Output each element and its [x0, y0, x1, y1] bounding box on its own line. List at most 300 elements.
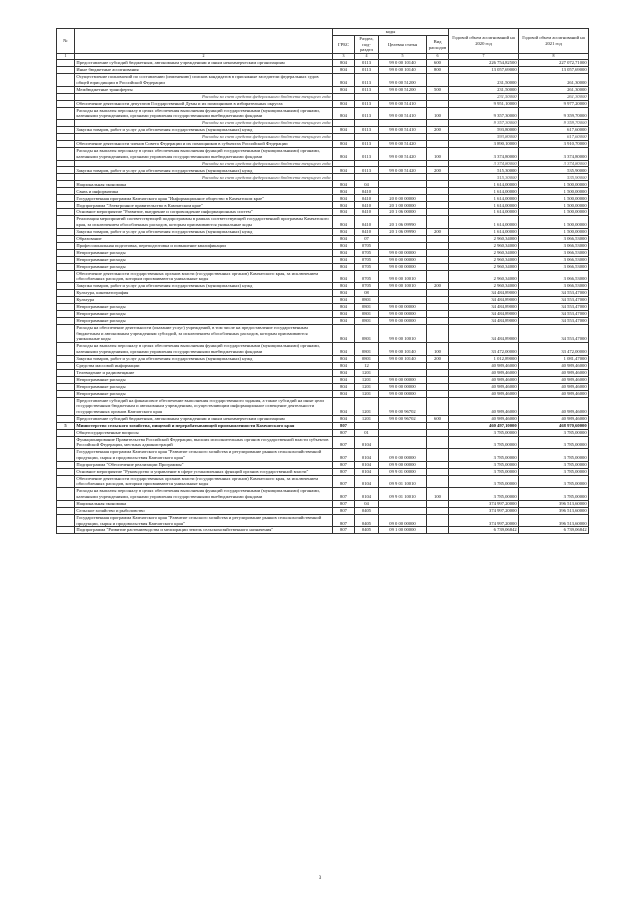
row-name: Расходы на выплаты персоналу в целях обеспечения выполнения функций государственными (муниципальными) органами, казенными учреждениями, органами управления государственными внебюджетными фондами: [75, 107, 333, 120]
amount-2021: 1 500,00000: [519, 195, 589, 202]
table-row: [57, 290, 589, 297]
row-number: 5: [57, 422, 75, 429]
section-code: 0410: [355, 188, 379, 195]
row-number: [57, 507, 75, 514]
row-number: [57, 195, 75, 202]
amount-2020: 1 012,89000: [449, 355, 519, 362]
grbs-code: 804: [333, 86, 355, 93]
row-name: Непрограммные расходы: [75, 383, 333, 390]
table-row: [57, 468, 589, 475]
table-row: [57, 318, 589, 325]
table-row: [57, 107, 589, 120]
amount-2020: 231,50000: [449, 93, 519, 100]
row-name: Профессиональная подготовка, переподготовка и повышение квалификации: [75, 242, 333, 249]
grbs-code: 804: [333, 228, 355, 235]
amount-2020: 33 472,00000: [449, 343, 519, 356]
target-code: 09 9 01 10010: [379, 475, 427, 488]
ministry-row: [57, 422, 589, 429]
row-name: Национальная экономика: [75, 500, 333, 507]
table-row: [57, 74, 589, 87]
amount-2020: 3 785,00000: [449, 449, 519, 462]
amount-2021: 34 553,47000: [519, 297, 589, 304]
row-name: Обеспечение деятельности депутатов Государственной Думы и их помощников в избирательных округах: [75, 100, 333, 107]
row-number: [57, 362, 75, 369]
row-number: [57, 429, 75, 436]
amount-2021: 3 910,70000: [519, 140, 589, 147]
grbs-code: 804: [333, 376, 355, 383]
expense-type-code: 200: [427, 127, 449, 134]
row-number: [57, 134, 75, 141]
table-row: [57, 195, 589, 202]
amount-2020: 40 989,46000: [449, 376, 519, 383]
section-code: 0113: [355, 67, 379, 74]
row-name: Закупка товаров, работ и услуг для обеспечения государственных (муниципальных) нужд: [75, 167, 333, 174]
row-number: [57, 235, 75, 242]
row-number: [57, 311, 75, 318]
section-code: [355, 160, 379, 167]
row-number: [57, 415, 75, 422]
target-code: [379, 422, 427, 429]
expense-type-code: [427, 216, 449, 229]
table-row: [57, 167, 589, 174]
row-name: Непрограммные расходы: [75, 304, 333, 311]
col-exptype-header: Вид расходов: [427, 35, 449, 53]
row-name: Подпрограмма "Обеспечение реализации Программы": [75, 461, 333, 468]
section-code: 0801: [355, 318, 379, 325]
amount-2020: 231,50000: [449, 74, 519, 87]
expense-type-code: [427, 290, 449, 297]
row-name: Обеспечение деятельности государственных органов власти (государственных органов) Камчатского края, за исключением обособленных расходов, которым присваиваются уникальные коды: [75, 475, 333, 488]
amount-2021: 261,30000: [519, 93, 589, 100]
expense-type-code: [427, 390, 449, 397]
federal-funds-note-row: [57, 93, 589, 100]
section-code: 0410: [355, 216, 379, 229]
row-number: [57, 256, 75, 263]
expense-type-code: [427, 311, 449, 318]
row-name: Расходы на обеспечение деятельности (оказание услуг) учреждений, в том числе на предоставление государственным бюджетным и автономным учреждениям субсидий, за исключением обособленных расходов, которым присваиваются уникальные коды: [75, 325, 333, 343]
grbs-code: 804: [333, 369, 355, 376]
grbs-code: 807: [333, 514, 355, 527]
amount-2020: 593,80000: [449, 127, 519, 134]
amount-2020: 3 785,00000: [449, 468, 519, 475]
target-code: [379, 362, 427, 369]
amount-2020: 1 614,00000: [449, 195, 519, 202]
section-code: 0104: [355, 488, 379, 501]
amount-2021: 3 785,00000: [519, 475, 589, 488]
target-code: 99 0 00 10140: [379, 355, 427, 362]
amount-2021: 617,60000: [519, 134, 589, 141]
target-code: 20 1 06 09990: [379, 228, 427, 235]
table-row: [57, 390, 589, 397]
col-section-header: Раздел, под-раздел: [355, 35, 379, 53]
row-name: Расходы за счет средств федерального бюджета текущего года: [75, 120, 333, 127]
amount-2021: 1 500,00000: [519, 209, 589, 216]
expense-type-code: [427, 249, 449, 256]
row-number: [57, 383, 75, 390]
row-number: [57, 174, 75, 181]
target-code: [379, 235, 427, 242]
federal-funds-note-row: [57, 134, 589, 141]
row-name: Расходы за счет средств федерального бюджета текущего года: [75, 160, 333, 167]
amount-2020: 34 484,89000: [449, 325, 519, 343]
expense-type-code: 200: [427, 355, 449, 362]
expense-type-code: [427, 270, 449, 283]
target-code: 99 0 00 00000: [379, 318, 427, 325]
grbs-code: 804: [333, 216, 355, 229]
amount-2020: 34 484,89000: [449, 318, 519, 325]
expense-type-code: [427, 422, 449, 429]
amount-2021: 40 989,46000: [519, 362, 589, 369]
row-name: Подпрограмма "Электронное правительство в Камчатском крае": [75, 202, 333, 209]
target-code: 09 9 00 00000: [379, 461, 427, 468]
amount-2021: 3 785,00000: [519, 429, 589, 436]
amount-2020: 2 960,34000: [449, 270, 519, 283]
target-code: [379, 181, 427, 188]
row-name: Связь и информатика: [75, 188, 333, 195]
section-code: 0801: [355, 355, 379, 362]
row-number: [57, 263, 75, 270]
expense-type-code: 800: [427, 67, 449, 74]
amount-2020: 34 484,89000: [449, 304, 519, 311]
section-code: 1201: [355, 383, 379, 390]
section-code: 1201: [355, 376, 379, 383]
amount-2020: 2 960,34000: [449, 256, 519, 263]
row-number: [57, 127, 75, 134]
row-number: [57, 100, 75, 107]
amount-2021: 9 359,70000: [519, 107, 589, 120]
row-name: Расходы на выплаты персоналу в целях обеспечения выполнения функций государственными (муниципальными) органами, казенными учреждениями, органами управления государственными внебюджетными фондами: [75, 343, 333, 356]
section-code: 0113: [355, 86, 379, 93]
row-name: Культура: [75, 297, 333, 304]
amount-2021: 1 500,00000: [519, 188, 589, 195]
row-number: [57, 500, 75, 507]
table-row: [57, 514, 589, 527]
target-code: 20 1 00 00000: [379, 202, 427, 209]
amount-2021: 9 359,70000: [519, 120, 589, 127]
grbs-code: 804: [333, 383, 355, 390]
amount-2020: 1 614,00000: [449, 228, 519, 235]
column-number: 2: [75, 54, 333, 60]
table-row: [57, 461, 589, 468]
column-number: 4: [355, 54, 379, 60]
amount-2021: 34 553,47000: [519, 318, 589, 325]
row-number: [57, 390, 75, 397]
table-row: [57, 475, 589, 488]
column-number: 3: [333, 54, 355, 60]
expense-type-code: [427, 304, 449, 311]
amount-2020: 374 997,20000: [449, 514, 519, 527]
expense-type-code: [427, 397, 449, 415]
row-number: [57, 436, 75, 449]
table-row: [57, 209, 589, 216]
table-row: [57, 507, 589, 514]
grbs-code: 804: [333, 242, 355, 249]
expense-type-code: 500: [427, 86, 449, 93]
table-row: [57, 228, 589, 235]
grbs-code: [333, 120, 355, 127]
row-number: [57, 290, 75, 297]
table-row: [57, 67, 589, 74]
section-code: 0801: [355, 325, 379, 343]
table-row: [57, 216, 589, 229]
amount-2021: 1 081,47000: [519, 355, 589, 362]
grbs-code: 804: [333, 297, 355, 304]
table-row: [57, 304, 589, 311]
section-code: 0705: [355, 256, 379, 263]
target-code: 99 0 00 00000: [379, 383, 427, 390]
amount-2021: 40 989,46000: [519, 397, 589, 415]
federal-funds-note-row: [57, 120, 589, 127]
amount-2021: 3 785,00000: [519, 436, 589, 449]
col-2020-header: Годовой объем ассигнований на 2020 год: [449, 29, 519, 54]
row-name: Культура, кинематография: [75, 290, 333, 297]
amount-2020: 3 374,80000: [449, 160, 519, 167]
expense-type-code: 200: [427, 228, 449, 235]
target-code: 09 9 01 00000: [379, 468, 427, 475]
amount-2021: 3 066,53000: [519, 249, 589, 256]
section-code: 0801: [355, 297, 379, 304]
expense-type-code: 200: [427, 283, 449, 290]
section-code: 0113: [355, 147, 379, 160]
table-row: [57, 188, 589, 195]
table-row: [57, 270, 589, 283]
grbs-code: 804: [333, 235, 355, 242]
row-number: [57, 355, 75, 362]
amount-2020: 460 497,10000: [449, 422, 519, 429]
table-row: [57, 256, 589, 263]
amount-2021: 40 989,46000: [519, 369, 589, 376]
expense-type-code: [427, 242, 449, 249]
target-code: 99 0 00 00000: [379, 263, 427, 270]
expense-type-code: [427, 297, 449, 304]
grbs-code: 804: [333, 290, 355, 297]
table-row: [57, 283, 589, 290]
amount-2020: 2 960,34000: [449, 263, 519, 270]
table-header: [57, 29, 589, 60]
grbs-code: 804: [333, 263, 355, 270]
target-code: [379, 160, 427, 167]
target-code: 09 9 01 10010: [379, 488, 427, 501]
grbs-code: 807: [333, 422, 355, 429]
table-row: [57, 376, 589, 383]
table-row: [57, 362, 589, 369]
row-name: Непрограммные расходы: [75, 263, 333, 270]
grbs-code: [333, 134, 355, 141]
page-number: 3: [318, 876, 322, 881]
target-code: 99 0 00 96702: [379, 415, 427, 422]
section-code: [355, 422, 379, 429]
row-name: Непрограммные расходы: [75, 376, 333, 383]
expense-type-code: [427, 202, 449, 209]
grbs-code: 807: [333, 475, 355, 488]
amount-2020: 515,30000: [449, 174, 519, 181]
target-code: 99 0 00 51420: [379, 147, 427, 160]
grbs-code: 807: [333, 507, 355, 514]
grbs-code: 804: [333, 256, 355, 263]
expense-type-code: [427, 325, 449, 343]
section-code: 0801: [355, 311, 379, 318]
amount-2021: 34 553,47000: [519, 290, 589, 297]
grbs-code: 804: [333, 202, 355, 209]
expense-type-code: 600: [427, 415, 449, 422]
col-target-header: Целевая статья: [379, 35, 427, 53]
row-number: [57, 461, 75, 468]
target-code: [379, 120, 427, 127]
grbs-code: 804: [333, 107, 355, 120]
amount-2020: 1 614,00000: [449, 216, 519, 229]
row-name: Закупка товаров, работ и услуг для обеспечения государственных (муниципальных) нужд: [75, 283, 333, 290]
amount-2021: 535,90000: [519, 174, 589, 181]
amount-2021: 3 785,00000: [519, 468, 589, 475]
section-code: 1201: [355, 369, 379, 376]
amount-2021: 3 785,00000: [519, 461, 589, 468]
section-code: 0113: [355, 127, 379, 134]
expense-type-code: [427, 256, 449, 263]
column-number: 8: [519, 54, 589, 60]
expense-type-code: [427, 174, 449, 181]
row-name: Межбюджетные трансферты: [75, 86, 333, 93]
expense-type-code: [427, 209, 449, 216]
row-number: [57, 514, 75, 527]
section-code: 1201: [355, 397, 379, 415]
table-row: [57, 60, 589, 67]
expense-type-code: [427, 195, 449, 202]
expense-type-code: [427, 140, 449, 147]
table-row: [57, 415, 589, 422]
grbs-code: 807: [333, 527, 355, 534]
grbs-code: 807: [333, 488, 355, 501]
row-number: [57, 86, 75, 93]
amount-2020: 3 785,00000: [449, 461, 519, 468]
amount-2021: 40 989,46000: [519, 376, 589, 383]
grbs-code: 807: [333, 436, 355, 449]
grbs-code: 804: [333, 415, 355, 422]
row-number: [57, 160, 75, 167]
target-code: 99 0 00 00000: [379, 311, 427, 318]
amount-2020: 34 484,89000: [449, 311, 519, 318]
target-code: 20 1 06 00000: [379, 209, 427, 216]
section-code: 0705: [355, 242, 379, 249]
column-number: 7: [449, 54, 519, 60]
grbs-code: 804: [333, 140, 355, 147]
table-row: [57, 297, 589, 304]
row-number: [57, 376, 75, 383]
target-code: 20 0 00 00000: [379, 195, 427, 202]
grbs-code: 807: [333, 468, 355, 475]
amount-2020: 40 989,46000: [449, 415, 519, 422]
grbs-code: 804: [333, 167, 355, 174]
amount-2020: 3 890,10000: [449, 140, 519, 147]
col-name-header: [75, 29, 333, 54]
grbs-code: 804: [333, 362, 355, 369]
amount-2020: 515,30000: [449, 167, 519, 174]
section-code: 1201: [355, 415, 379, 422]
row-name: Расходы на выплаты персоналу в целях обеспечения выполнения функций государственными (муниципальными) органами, казенными учреждениями, органами управления государственными внебюджетными фондами: [75, 488, 333, 501]
target-code: [379, 500, 427, 507]
column-number: 5: [379, 54, 427, 60]
row-number: [57, 216, 75, 229]
section-code: 0705: [355, 283, 379, 290]
table-row: [57, 86, 589, 93]
amount-2021: 6 739,06842: [519, 527, 589, 534]
expense-type-code: [427, 449, 449, 462]
section-code: 0104: [355, 468, 379, 475]
budget-sheet: [56, 28, 588, 534]
amount-2020: 374 997,20000: [449, 507, 519, 514]
row-name: Государственная программа Камчатского края "Развитие сельского хозяйства и регулирование рынков сельскохозяйственной продукции, сырья и продовольствия Камчатского края": [75, 514, 333, 527]
table-row: [57, 202, 589, 209]
amount-2021: 227 072,71000: [519, 60, 589, 67]
target-code: [379, 297, 427, 304]
row-name: Закупка товаров, работ и услуг для обеспечения государственных (муниципальных) нужд: [75, 355, 333, 362]
row-number: [57, 93, 75, 100]
section-code: 0113: [355, 74, 379, 87]
row-name: Иные бюджетные ассигнования: [75, 67, 333, 74]
section-code: 0113: [355, 107, 379, 120]
target-code: 09 0 00 00000: [379, 514, 427, 527]
grbs-code: 804: [333, 249, 355, 256]
grbs-code: 807: [333, 461, 355, 468]
row-name: Сельское хозяйство и рыболовство: [75, 507, 333, 514]
table-row: [57, 488, 589, 501]
target-code: 99 0 00 10010: [379, 270, 427, 283]
amount-2021: 617,60000: [519, 127, 589, 134]
row-number: [57, 181, 75, 188]
amount-2021: 3 066,53000: [519, 283, 589, 290]
section-code: 0801: [355, 343, 379, 356]
section-code: [355, 174, 379, 181]
col-2021-header: Годовой объем ассигнований на 2021 год: [519, 29, 589, 54]
federal-funds-note-row: [57, 174, 589, 181]
expense-type-code: 100: [427, 107, 449, 120]
grbs-code: 807: [333, 429, 355, 436]
target-code: [379, 369, 427, 376]
target-code: [379, 93, 427, 100]
grbs-code: 804: [333, 397, 355, 415]
section-code: 01: [355, 429, 379, 436]
amount-2021: 3 066,53000: [519, 263, 589, 270]
table-row: [57, 436, 589, 449]
section-code: 0410: [355, 195, 379, 202]
table-row: [57, 527, 589, 534]
section-code: 0113: [355, 167, 379, 174]
amount-2020: 1 614,00000: [449, 202, 519, 209]
target-code: 09 0 00 00000: [379, 449, 427, 462]
row-name: Подпрограмма "Развитие растениеводства и мелиорации земель сельскохозяйственного назначения": [75, 527, 333, 534]
expense-type-code: [427, 507, 449, 514]
row-number: [57, 228, 75, 235]
grbs-code: 804: [333, 67, 355, 74]
table-row: [57, 343, 589, 356]
target-code: 99 0 00 51410: [379, 100, 427, 107]
row-name: Непрограммные расходы: [75, 256, 333, 263]
grbs-code: 804: [333, 270, 355, 283]
grbs-code: 804: [333, 181, 355, 188]
section-code: 0705: [355, 270, 379, 283]
table-row: [57, 127, 589, 134]
expense-type-code: [427, 436, 449, 449]
grbs-code: 804: [333, 100, 355, 107]
section-code: 0104: [355, 475, 379, 488]
amount-2021: 3 066,53000: [519, 242, 589, 249]
row-name: Предоставление субсидий на финансовое обеспечение выполнения государственного задания, а также субсидий на иные цели государственным бюджетным и автономным учреждениям, осуществляющим информационное освещение деятельности государственных органов Камчатского края: [75, 397, 333, 415]
amount-2021: 33 472,00000: [519, 343, 589, 356]
grbs-code: 804: [333, 304, 355, 311]
row-number: [57, 488, 75, 501]
amount-2021: 3 785,00000: [519, 449, 589, 462]
target-code: [379, 290, 427, 297]
amount-2021: 1 500,00000: [519, 216, 589, 229]
